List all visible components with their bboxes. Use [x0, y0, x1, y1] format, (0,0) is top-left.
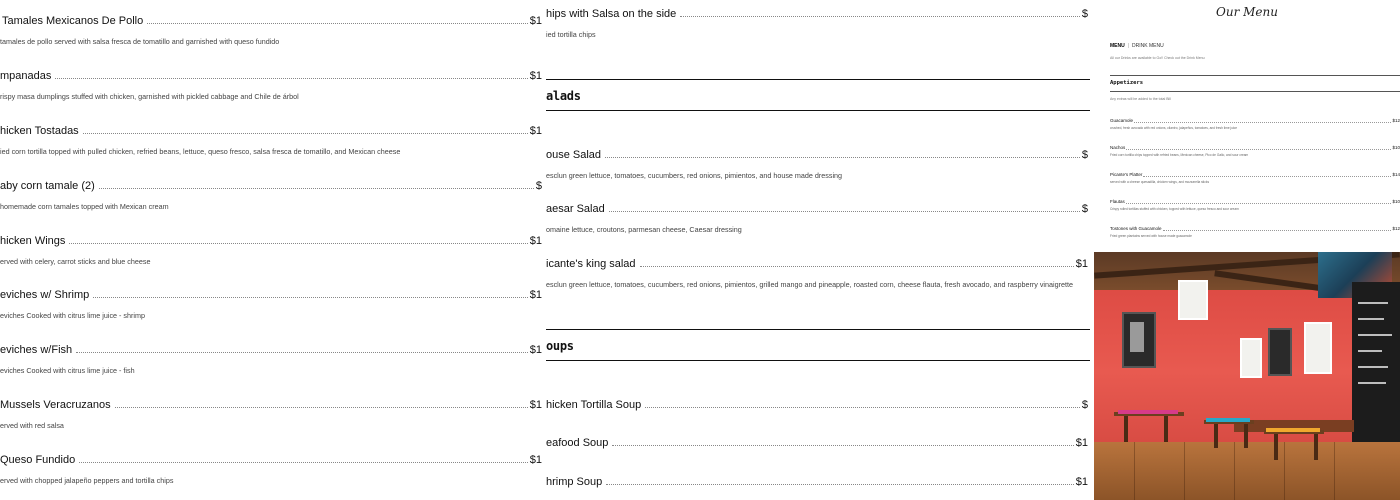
- menu-item: [546, 255, 1088, 289]
- item-description: erved with celery, carrot sticks and blue cheese: [0, 257, 151, 266]
- item-description: eviches Cooked with citrus lime juice - shrimp: [0, 311, 145, 320]
- photo-frame: [1268, 328, 1292, 376]
- item-description: erved with chopped jalapeño peppers and tortilla chips: [0, 476, 174, 485]
- photo-tablecloth: [1118, 410, 1178, 414]
- menu-item: [0, 396, 542, 430]
- item-description: tamales de pollo served with salsa fresca de tomatillo and garnished with queso fundido: [0, 37, 280, 46]
- item-price: $12: [1392, 118, 1400, 123]
- leader-dots: [83, 132, 528, 134]
- photo-window: [1178, 280, 1208, 320]
- item-name: eafood Soup: [546, 436, 610, 450]
- item-name: hrimp Soup: [546, 475, 604, 489]
- photo-floor: [1094, 442, 1400, 500]
- leader-dots: [606, 483, 1073, 485]
- leader-dots: [1126, 203, 1392, 204]
- menu-item: [546, 200, 1088, 234]
- item-price: $: [1081, 399, 1088, 411]
- menu-item: [0, 341, 542, 375]
- item-name: hicken Tortilla Soup: [546, 398, 643, 412]
- item-description: esclun green lettuce, tomatoes, cucumbers, red onions, pimientos, grilled mango and pineapple, roasted corn, cheese flauta, fresh avocado, and raspberry vinaigrette: [546, 280, 1073, 289]
- right-menu-panel: [1094, 0, 1400, 500]
- item-description: esclun green lettuce, tomatoes, cucumbers, red onions, pimientos, and house made dressing: [546, 171, 843, 180]
- menu-item: [546, 473, 1088, 489]
- photo-portrait: [1130, 322, 1144, 352]
- leader-dots: [1126, 149, 1391, 150]
- leader-dots: [609, 210, 1080, 212]
- leader-dots: [680, 15, 1080, 17]
- item-price: $1: [529, 70, 542, 82]
- menu-item: [0, 12, 542, 46]
- item-name: eviches w/Fish: [0, 343, 74, 357]
- menu-item: [1110, 225, 1400, 238]
- item-price: $10: [1392, 199, 1400, 204]
- item-name: ouse Salad: [546, 148, 603, 162]
- tab-separator: |: [1127, 43, 1130, 49]
- leader-dots: [645, 406, 1080, 408]
- photo-window: [1304, 322, 1332, 374]
- photo-tablecloth: [1206, 418, 1250, 422]
- item-name: Guacamole: [1110, 118, 1134, 123]
- item-description: Fried corn tortilla chips topped with refried beans, Mexican cheese, Pico de Gallo, and sour cream: [1110, 153, 1249, 157]
- item-name: hicken Tostadas: [0, 124, 81, 138]
- section-title-soups: oups: [546, 339, 574, 353]
- restaurant-interior-photo: [1094, 252, 1400, 500]
- item-price: $: [1081, 8, 1088, 20]
- leader-dots: [1143, 176, 1391, 177]
- menu-item: [0, 177, 542, 211]
- section-divider: [546, 360, 1090, 361]
- item-name: Picante's Platter: [1110, 172, 1143, 177]
- item-price: $: [535, 180, 542, 192]
- section-divider: [546, 110, 1090, 111]
- leader-dots: [115, 406, 528, 408]
- menu-tabs: [1110, 43, 1164, 49]
- section-divider: [1110, 75, 1400, 76]
- menu-item: [0, 286, 542, 320]
- leader-dots: [147, 22, 528, 24]
- item-description: ied corn tortilla topped with pulled chicken, refried beans, lettuce, queso fresco, salsa fresca de tomatillo, and Mexican cheese: [0, 147, 401, 156]
- item-price: $1: [1075, 437, 1088, 449]
- drinks-note: All our Drinks are available to Go!! Check out the Drink Menu: [1110, 56, 1205, 60]
- photo-chalkboard: [1352, 282, 1400, 442]
- tab-drink-menu[interactable]: DRINK MENU: [1132, 43, 1164, 49]
- item-name: Nachos: [1110, 145, 1126, 150]
- item-price: $10: [1392, 145, 1400, 150]
- item-name: mpanadas: [0, 69, 53, 83]
- leader-dots: [93, 296, 527, 298]
- category-note: Any extras will be added to the total Bill: [1110, 97, 1171, 101]
- item-name: hicken Wings: [0, 234, 67, 248]
- item-description: erved with red salsa: [0, 421, 64, 430]
- photo-window: [1240, 338, 1262, 378]
- menu-page-title: Our Menu: [1216, 5, 1278, 19]
- menu-item: [0, 122, 542, 156]
- item-price: $1: [1075, 258, 1088, 270]
- leader-dots: [640, 265, 1074, 267]
- item-price: $1: [529, 454, 542, 466]
- item-name: aesar Salad: [546, 202, 607, 216]
- item-description: omaine lettuce, croutons, parmesan cheese, Caesar dressing: [546, 225, 742, 234]
- item-price: $1: [1075, 476, 1088, 488]
- item-price: $1: [529, 15, 542, 27]
- item-description: rispy masa dumplings stuffed with chicken, garnished with pickled cabbage and Chile de árbol: [0, 92, 299, 101]
- category-title-appetizers: Appetizers: [1110, 80, 1144, 86]
- item-price: $1: [529, 235, 542, 247]
- menu-item: [0, 232, 542, 266]
- leader-dots: [1134, 122, 1391, 123]
- menu-item: [546, 396, 1088, 412]
- leader-dots: [55, 77, 527, 79]
- item-price: $1: [529, 399, 542, 411]
- leader-dots: [99, 187, 534, 189]
- leader-dots: [1163, 230, 1392, 231]
- item-description: Crispy rolled tortillas stuffed with chicken, topped with lettuce, queso fresco and sour cream: [1110, 207, 1239, 211]
- item-name: Flautas: [1110, 199, 1125, 204]
- item-name: hips with Salsa on the side: [546, 7, 678, 21]
- menu-item: [546, 434, 1088, 450]
- left-menu-panel: [0, 0, 546, 500]
- item-price: $: [1081, 203, 1088, 215]
- menu-item: [1110, 144, 1400, 157]
- menu-item: [0, 451, 542, 485]
- leader-dots: [69, 242, 527, 244]
- leader-dots: [605, 156, 1080, 158]
- section-divider: [546, 79, 1090, 80]
- menu-item: [1110, 171, 1400, 184]
- section-divider: [546, 329, 1090, 330]
- item-price: $1: [529, 289, 542, 301]
- item-description: served with a cheese quesadilla, chicken wings, and mozzarella sticks: [1110, 180, 1210, 184]
- item-name: Tamales Mexicanos De Pollo: [0, 14, 145, 28]
- item-price: $1: [529, 344, 542, 356]
- section-divider: [1110, 91, 1400, 92]
- menu-item: [1110, 117, 1400, 130]
- item-name: Mussels Veracruzanos: [0, 398, 113, 412]
- item-price: $: [1081, 149, 1088, 161]
- menu-item: [546, 5, 1088, 39]
- menu-item: [0, 67, 542, 101]
- item-description: eviches Cooked with citrus lime juice - fish: [0, 366, 135, 375]
- item-description: ied tortilla chips: [546, 30, 596, 39]
- item-name: Tostones with Guacamole: [1110, 226, 1162, 231]
- item-name: aby corn tamale (2): [0, 179, 97, 193]
- tab-menu[interactable]: MENU: [1110, 43, 1125, 49]
- leader-dots: [612, 444, 1073, 446]
- item-description: crushed, fresh avocado with red onions, cilantro, jalapeños, tomatoes, and fresh lime juice: [1110, 126, 1238, 130]
- leader-dots: [76, 351, 528, 353]
- middle-menu-panel: [546, 0, 1092, 500]
- menu-item: [546, 146, 1088, 180]
- item-description: homemade corn tamales topped with Mexican cream: [0, 202, 169, 211]
- item-price: $14: [1392, 172, 1400, 177]
- section-title-salads: alads: [546, 89, 581, 103]
- item-name: eviches w/ Shrimp: [0, 288, 91, 302]
- item-name: Queso Fundido: [0, 453, 77, 467]
- item-price: $12: [1392, 226, 1400, 231]
- leader-dots: [79, 461, 528, 463]
- menu-item: [1110, 198, 1400, 211]
- item-name: icante's king salad: [546, 257, 638, 271]
- item-description: Fried green plantains served with house made guacamole: [1110, 234, 1192, 238]
- photo-tablecloth: [1266, 428, 1320, 432]
- item-price: $1: [529, 125, 542, 137]
